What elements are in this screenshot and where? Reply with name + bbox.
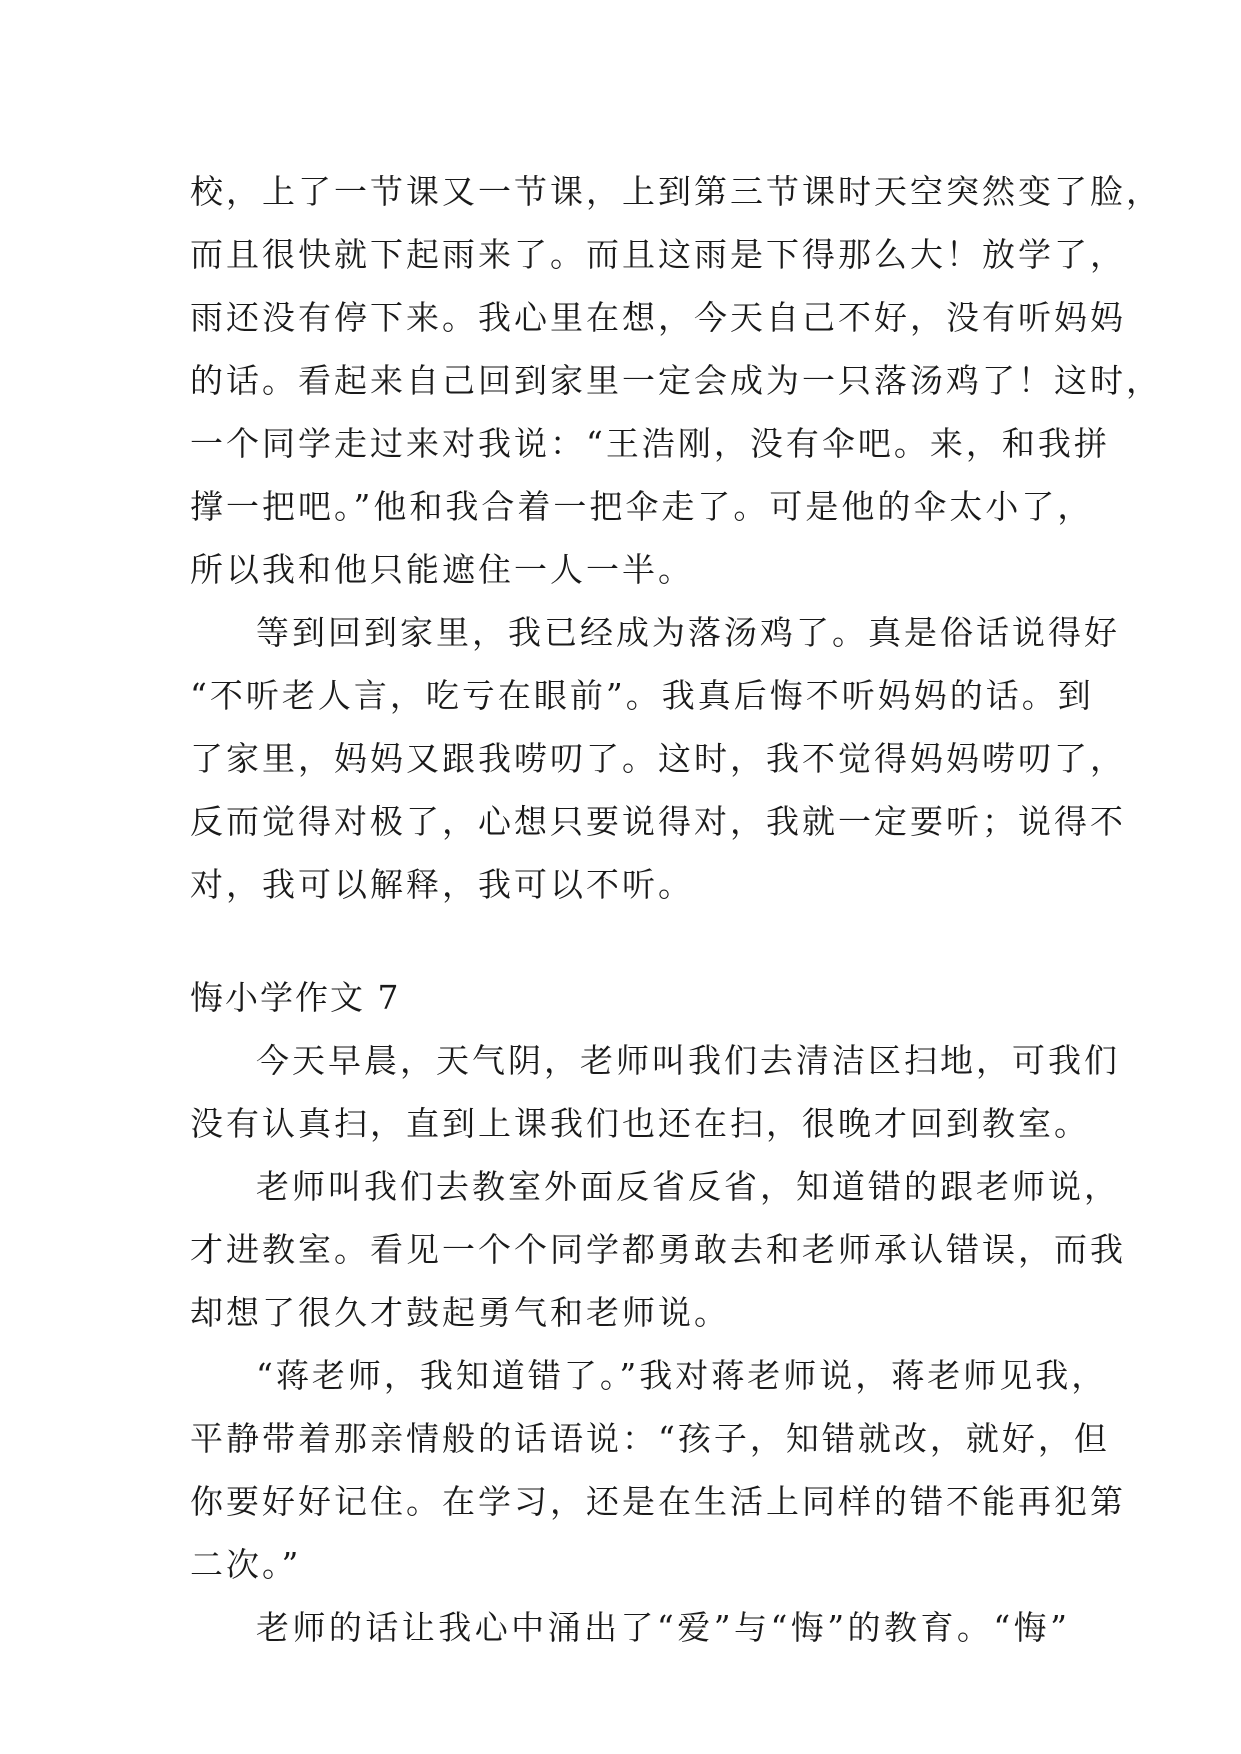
text-line: 二次。” bbox=[190, 1545, 302, 1584]
section-spacer bbox=[190, 916, 1070, 966]
text-line: 却想了很久才鼓起勇气和老师说。 bbox=[190, 1293, 730, 1332]
paragraph bbox=[190, 1155, 1126, 1344]
text-line: “不听老人言，吃亏在眼前”。我真后悔不听妈妈的话。到 bbox=[190, 676, 1094, 715]
text-line: 校，上了一节课又一节课，上到第三节课时天空突然变了脸， bbox=[190, 172, 1162, 211]
text-line: 没有认真扫，直到上课我们也还在扫，很晚才回到教室。 bbox=[190, 1104, 1090, 1143]
text-line: 平静带着那亲情般的话语说：“孩子，知错就改，就好，但 bbox=[190, 1419, 1110, 1458]
section-title: 悔小学作文 7 bbox=[190, 978, 401, 1017]
paragraph bbox=[190, 1029, 1120, 1155]
text-line: 对，我可以解释，我可以不听。 bbox=[190, 865, 694, 904]
text-line: 撑一把吧。”他和我合着一把伞走了。可是他的伞太小了， bbox=[190, 487, 1094, 526]
text-line: 你要好好记住。在学习，还是在生活上同样的错不能再犯第 bbox=[190, 1482, 1126, 1521]
text-line: 而且很快就下起雨来了。而且这雨是下得那么大！放学了， bbox=[190, 235, 1126, 274]
paragraph bbox=[190, 1596, 1070, 1659]
text-line: 的话。看起来自己回到家里一定会成为一只落汤鸡了！这时， bbox=[190, 361, 1162, 400]
text-line: 才进教室。看见一个个同学都勇敢去和老师承认错误，而我 bbox=[190, 1230, 1126, 1269]
document-body bbox=[190, 160, 1162, 1659]
paragraph bbox=[190, 1344, 1126, 1596]
text-line: 所以我和他只能遮住一人一半。 bbox=[190, 550, 694, 589]
text-line: 反而觉得对极了，心想只要说得对，我就一定要听；说得不 bbox=[190, 802, 1126, 841]
text-line: 雨还没有停下来。我心里在想，今天自己不好，没有听妈妈 bbox=[190, 298, 1126, 337]
text-line: 老师叫我们去教室外面反省反省，知道错的跟老师说， bbox=[256, 1167, 1120, 1206]
text-line: 等到回到家里，我已经成为落汤鸡了。真是俗话说得好 bbox=[256, 613, 1120, 652]
text-line: 一个同学走过来对我说：“王浩刚，没有伞吧。来，和我拼 bbox=[190, 424, 1110, 463]
paragraph bbox=[190, 601, 1126, 916]
text-line: 今天早晨，天气阴，老师叫我们去清洁区扫地，可我们 bbox=[256, 1041, 1120, 1080]
paragraph bbox=[190, 160, 1162, 601]
text-line: 老师的话让我心中涌出了“爱”与“悔”的教育。“悔” bbox=[256, 1608, 1070, 1647]
text-line: 了家里，妈妈又跟我唠叨了。这时，我不觉得妈妈唠叨了， bbox=[190, 739, 1126, 778]
text-line: “蒋老师，我知道错了。”我对蒋老师说，蒋老师见我， bbox=[256, 1356, 1108, 1395]
